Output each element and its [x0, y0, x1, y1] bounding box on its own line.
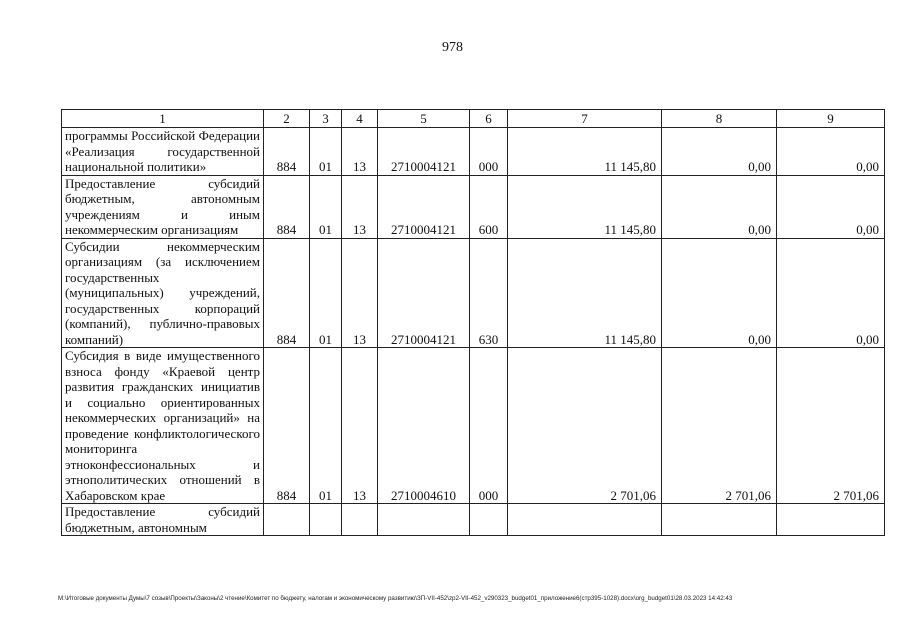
- description-cell: Предоставление субсидий бюджетным, автономным учреждениям и иным некоммерческим организациям: [62, 175, 264, 238]
- cell-col3: 01: [310, 175, 342, 238]
- cell-col8: 0,00: [662, 175, 777, 238]
- cell-col7: 11 145,80: [508, 128, 662, 176]
- cell-col8: 2 701,06: [662, 348, 777, 504]
- table-row: [62, 128, 885, 176]
- header-row: [62, 110, 885, 128]
- cell-col9: [777, 504, 885, 536]
- header-cell: 2: [264, 110, 310, 128]
- cell-col4: [342, 504, 378, 536]
- header-cell: 7: [508, 110, 662, 128]
- cell-col3: 01: [310, 128, 342, 176]
- table-row: [62, 175, 885, 238]
- cell-col7: [508, 504, 662, 536]
- cell-col5: 2710004610: [378, 348, 470, 504]
- cell-col2: 884: [264, 128, 310, 176]
- header-cell: 1: [62, 110, 264, 128]
- cell-col8: 0,00: [662, 238, 777, 348]
- cell-col2: 884: [264, 238, 310, 348]
- cell-col6: [470, 504, 508, 536]
- cell-col4: 13: [342, 175, 378, 238]
- header-cell: 4: [342, 110, 378, 128]
- file-path-footer: M:\Итоговые документы Думы\7 созыв\Проекты\Законы\2 чтение\Комитет по бюджету, налогам и экономическому развитию\ЗП-VII-452\zp2-VII-452_v290323_budget01_приложение6(стр395-1028).docx\org_budget01\28.03.2023 14:42:43: [58, 595, 733, 602]
- cell-col9: 2 701,06: [777, 348, 885, 504]
- cell-col7: 11 145,80: [508, 238, 662, 348]
- cell-col3: 01: [310, 348, 342, 504]
- cell-col8: 0,00: [662, 128, 777, 176]
- cell-col9: 0,00: [777, 238, 885, 348]
- header-cell: 3: [310, 110, 342, 128]
- cell-col9: 0,00: [777, 175, 885, 238]
- description-cell: Субсидии некоммерческим организациям (за исключением государственных (муниципальных) учреждений, государственных корпораций (компаний), публично-правовых компаний): [62, 238, 264, 348]
- budget-table: [61, 109, 885, 536]
- cell-col9: 0,00: [777, 128, 885, 176]
- cell-col6: 000: [470, 348, 508, 504]
- cell-col8: [662, 504, 777, 536]
- cell-col2: 884: [264, 175, 310, 238]
- cell-col4: 13: [342, 348, 378, 504]
- cell-col6: 000: [470, 128, 508, 176]
- cell-col4: 13: [342, 238, 378, 348]
- description-cell: Субсидия в виде имущественного взноса фонду «Краевой центр развития гражданских инициатив и социально ориентированных некоммерческих организаций» на проведение конфликтологического мониторинга этноконфессиональных и этнополитических отношений в Хабаровском крае: [62, 348, 264, 504]
- cell-col3: [310, 504, 342, 536]
- page-number: 978: [442, 40, 463, 55]
- cell-col5: 2710004121: [378, 238, 470, 348]
- header-cell: 8: [662, 110, 777, 128]
- cell-col6: 630: [470, 238, 508, 348]
- table-row: [62, 348, 885, 504]
- cell-col3: 01: [310, 238, 342, 348]
- cell-col7: 2 701,06: [508, 348, 662, 504]
- cell-col5: 2710004121: [378, 175, 470, 238]
- cell-col7: 11 145,80: [508, 175, 662, 238]
- header-cell: 5: [378, 110, 470, 128]
- description-cell: Предоставление субсидий бюджетным, автономным: [62, 504, 264, 536]
- header-cell: 6: [470, 110, 508, 128]
- header-cell: 9: [777, 110, 885, 128]
- cell-col2: [264, 504, 310, 536]
- cell-col5: [378, 504, 470, 536]
- cell-col6: 600: [470, 175, 508, 238]
- description-cell: программы Российской Федерации «Реализация государственной национальной политики»: [62, 128, 264, 176]
- table-row: [62, 504, 885, 536]
- cell-col2: 884: [264, 348, 310, 504]
- table-row: [62, 238, 885, 348]
- cell-col5: 2710004121: [378, 128, 470, 176]
- cell-col4: 13: [342, 128, 378, 176]
